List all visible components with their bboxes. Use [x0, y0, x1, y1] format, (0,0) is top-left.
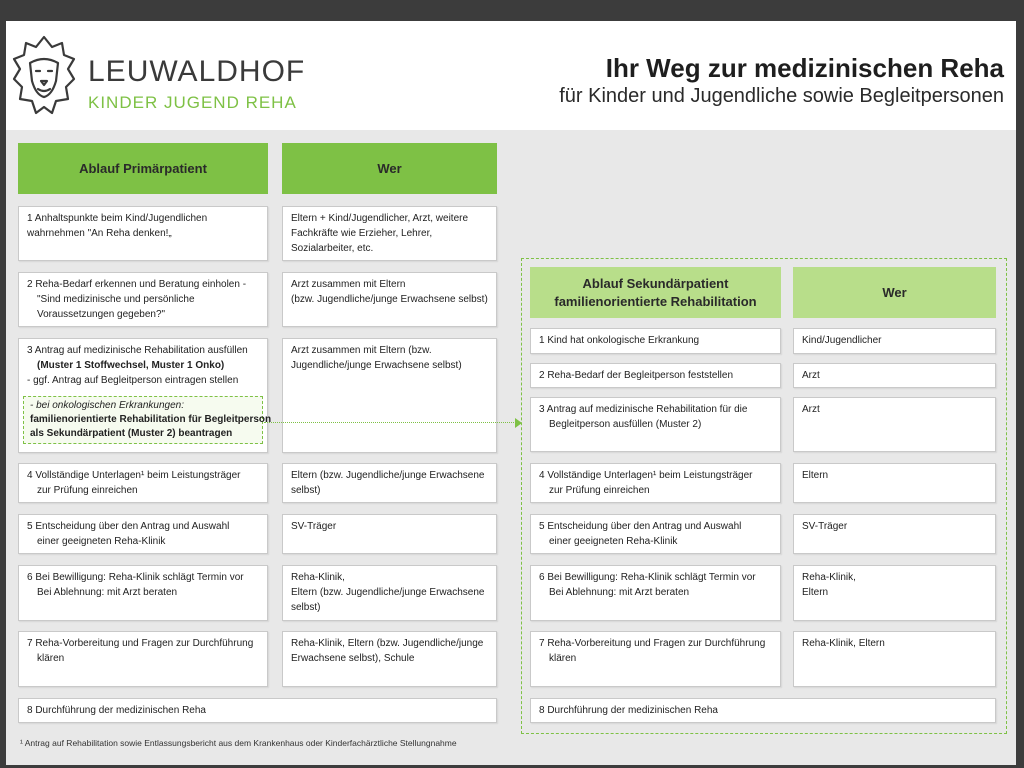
who-text: Arzt zusammen mit Eltern (bzw. [291, 345, 432, 356]
who-text: Reha-Klinik, Eltern [802, 638, 885, 649]
step-text: klären [549, 653, 577, 664]
step-text: klären [37, 653, 65, 664]
oncology-subnote [23, 396, 272, 444]
brand-name: LEUWALDHOF [88, 55, 306, 88]
who-text: selbst) [291, 602, 321, 613]
primary-who-5 [282, 514, 497, 554]
secondary-step-1 [530, 328, 781, 354]
primary-step-7 [18, 631, 268, 687]
secondary-step-8 [530, 698, 996, 723]
secondary-step-3 [530, 397, 781, 452]
secondary-step-6 [530, 565, 781, 621]
who-text: Arzt zusammen mit Eltern [291, 279, 406, 290]
lion-logo-icon [12, 33, 76, 121]
step-text: einer geeigneten Reha-Klinik [37, 536, 166, 547]
step-text: einer geeigneten Reha-Klinik [549, 536, 678, 547]
step-text: 2 Reha-Bedarf der Begleitperson feststellen [539, 370, 734, 381]
who-text: selbst) [291, 485, 321, 496]
who-text: Fachkräfte wie Erzieher, Lehrer, [291, 228, 433, 239]
step-text: Bei Ablehnung: mit Arzt beraten [549, 587, 690, 598]
step-text: 6 Bei Bewilligung: Reha-Klinik schlägt Termin vor [539, 572, 756, 583]
step-text: 8 Durchführung der medizinischen Reha [539, 705, 718, 716]
primary-step-5 [18, 514, 268, 554]
secondary-who-header: Wer [793, 267, 996, 318]
primary-process-header: Ablauf Primärpatient [18, 143, 268, 194]
step-text: 5 Entscheidung über den Antrag und Auswahl [539, 521, 742, 532]
primary-who-6 [282, 565, 497, 621]
who-text: Kind/Jugendlicher [802, 335, 882, 346]
primary-step-8 [18, 698, 497, 723]
slide [6, 21, 1016, 765]
secondary-who-6 [793, 565, 996, 621]
step-text: 5 Entscheidung über den Antrag und Auswahl [27, 521, 230, 532]
primary-step-1 [18, 206, 268, 261]
who-text: Reha-Klinik, [291, 572, 345, 583]
brand-tagline: KINDER JUGEND REHA [88, 93, 297, 112]
header [6, 21, 1016, 130]
secondary-step-4 [530, 463, 781, 503]
secondary-step-7 [530, 631, 781, 687]
step-text: zur Prüfung einreichen [549, 485, 650, 496]
page-title: Ihr Weg zur medizinischen Reha [605, 53, 1004, 83]
primary-step-2 [18, 272, 268, 327]
step-text: Bei Ablehnung: mit Arzt beraten [37, 587, 178, 598]
step-text: 1 Kind hat onkologische Erkrankung [539, 335, 700, 346]
step-text: 4 Vollständige Unterlagen¹ beim Leistungsträger [539, 470, 753, 481]
who-text: Eltern + Kind/Jugendlicher, Arzt, weitere [291, 213, 469, 224]
step-text: 1 Anhaltspunkte beim Kind/Jugendlichen [27, 213, 208, 224]
step-text: 8 Durchführung der medizinischen Reha [27, 705, 206, 716]
primary-who-4 [282, 463, 497, 503]
subnote-text: als Sekundärpatient (Muster 2) beantragen [30, 428, 233, 439]
connector-arrow [264, 422, 516, 423]
secondary-who-4 [793, 463, 996, 503]
step-text: 3 Antrag auf medizinische Rehabilitation ausfüllen [27, 345, 248, 356]
subnote-text: familienorientierte Rehabilitation für Begleitperson [30, 414, 272, 425]
primary-who-3 [282, 338, 497, 453]
primary-who-7 [282, 631, 497, 687]
step-text: 4 Vollständige Unterlagen¹ beim Leistungsträger [27, 470, 241, 481]
secondary-process-header [530, 267, 781, 318]
secondary-step-2 [530, 363, 781, 388]
who-text: Arzt [802, 404, 820, 415]
secondary-step-5 [530, 514, 781, 554]
secondary-who-1 [793, 328, 996, 354]
secondary-who-7 [793, 631, 996, 687]
step-text: - ggf. Antrag auf Begleitperson eintragen stellen [27, 375, 239, 386]
who-text: Eltern (bzw. Jugendliche/junge Erwachsene [291, 587, 485, 598]
step-text: "Sind medizinische und persönliche [37, 294, 195, 305]
step-text: 2 Reha-Bedarf erkennen und Beratung einholen - [27, 279, 247, 290]
step-text: 7 Reha-Vorbereitung und Fragen zur Durchführung [27, 638, 254, 649]
primary-step-3 [18, 338, 272, 453]
secondary-who-5 [793, 514, 996, 554]
step-text: (Muster 1 Stoffwechsel, Muster 1 Onko) [37, 360, 225, 371]
who-text: (bzw. Jugendliche/junge Erwachsene selbst) [291, 294, 488, 305]
step-text: 3 Antrag auf medizinische Rehabilitation für die [539, 404, 748, 415]
step-text: Voraussetzungen gegeben?" [37, 309, 166, 320]
who-text: Eltern [802, 587, 829, 598]
header-text: familienorientierte Rehabilitation [554, 293, 757, 309]
primary-step-6 [18, 565, 268, 621]
who-text: Eltern [802, 470, 829, 481]
header-text: Ablauf Sekundärpatient [582, 275, 729, 291]
who-text: Erwachsene selbst), Schule [291, 653, 415, 664]
step-text: 6 Bei Bewilligung: Reha-Klinik schlägt Termin vor [27, 572, 244, 583]
page-subtitle: für Kinder und Jugendliche sowie Begleitpersonen [559, 85, 1004, 107]
who-text: Arzt [802, 370, 820, 381]
who-text: SV-Träger [291, 521, 337, 532]
who-text: Reha-Klinik, [802, 572, 856, 583]
step-text: wahrnehmen "An Reha denken!„ [27, 228, 172, 239]
who-text: Sozialarbeiter, etc. [291, 243, 374, 254]
primary-step-4 [18, 463, 268, 503]
step-text: 7 Reha-Vorbereitung und Fragen zur Durchführung [539, 638, 766, 649]
primary-who-1 [282, 206, 497, 261]
step-text: zur Prüfung einreichen [37, 485, 138, 496]
who-text: Jugendliche/junge Erwachsene selbst) [291, 360, 462, 371]
primary-who-header: Wer [282, 143, 497, 194]
footnote: ¹ Antrag auf Rehabilitation sowie Entlassungsbericht aus dem Krankenhaus oder Kinderfachärztliche Stellungnahme [20, 738, 457, 748]
secondary-who-3 [793, 397, 996, 452]
who-text: Eltern (bzw. Jugendliche/junge Erwachsene [291, 470, 485, 481]
step-text: Begleitperson ausfüllen (Muster 2) [549, 419, 702, 430]
secondary-who-2 [793, 363, 996, 388]
who-text: SV-Träger [802, 521, 848, 532]
primary-who-2 [282, 272, 497, 327]
who-text: Reha-Klinik, Eltern (bzw. Jugendliche/junge [291, 638, 484, 649]
subnote-text: - bei onkologischen Erkrankungen: [30, 400, 184, 411]
